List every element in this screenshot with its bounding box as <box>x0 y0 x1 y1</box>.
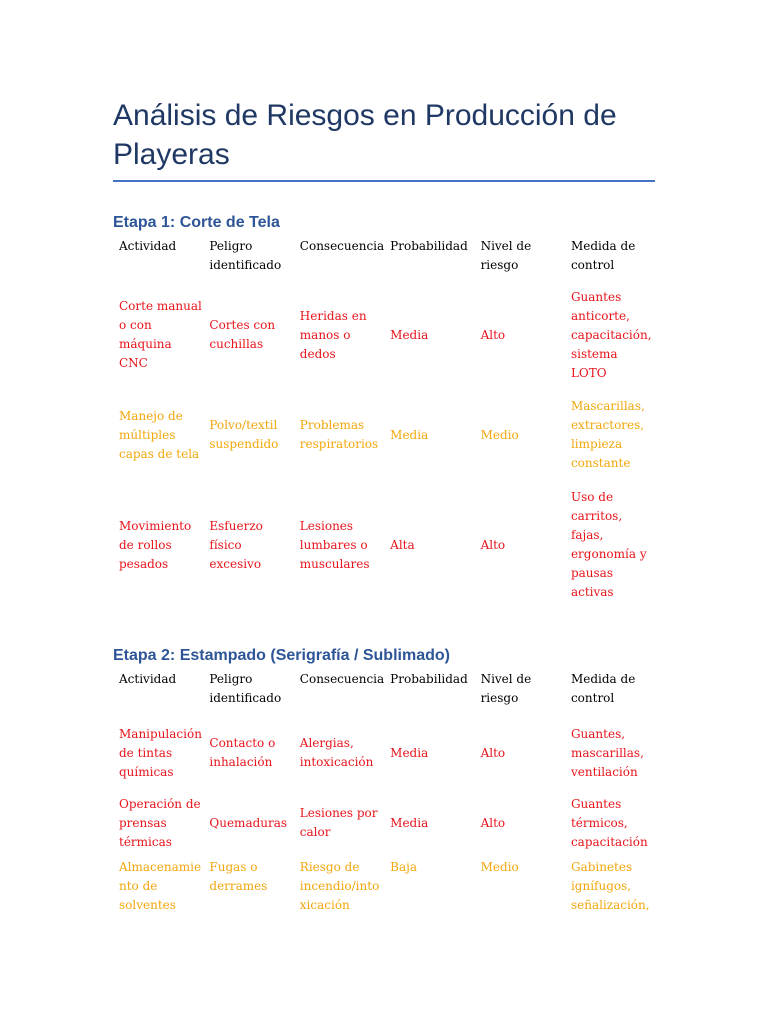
cell-risk-level: Medio <box>480 860 519 874</box>
column-header-hazard: Peligro identificado <box>209 672 282 705</box>
cell-hazard: Contacto o inhalación <box>209 736 276 769</box>
cell-control-measure: Gabinetes ignífugos, señalización, <box>570 860 650 912</box>
table-row <box>113 858 655 924</box>
column-header-activity: Actividad <box>119 239 177 253</box>
cell-activity: Movimiento de rollos pesados <box>119 518 192 571</box>
cell-consequence: Problemas respiratorios <box>299 418 379 451</box>
cell-hazard: Quemaduras <box>209 815 288 830</box>
cell-activity: Manipulación de tintas químicas <box>119 726 202 779</box>
cell-consequence: Alergias, intoxicación <box>299 736 374 769</box>
page-title: Análisis de Riesgos en Producción de Playeras <box>113 99 617 171</box>
table-header-row <box>113 670 655 718</box>
table-header-row <box>113 237 655 285</box>
table-row <box>113 285 655 385</box>
column-header-consequence: Consecuencia <box>299 239 385 253</box>
cell-probability: Baja <box>390 860 418 874</box>
cell-control-measure: Guantes térmicos, capacitación <box>570 796 648 849</box>
cell-hazard: Cortes con cuchillas <box>209 318 276 351</box>
table-row <box>113 485 655 605</box>
table-row <box>113 385 655 485</box>
cell-activity: Operación de prensas térmicas <box>119 796 201 849</box>
cell-hazard: Polvo/textil suspendido <box>209 418 279 451</box>
cell-risk-level: Alto <box>480 815 506 830</box>
risk-table-stage-1 <box>113 237 655 605</box>
column-header-risk-level: Nivel de riesgo <box>480 672 532 705</box>
column-header-control-measure: Medida de control <box>570 239 636 272</box>
cell-consequence: Heridas en manos o dedos <box>299 308 367 361</box>
column-header-risk-level: Nivel de riesgo <box>480 239 532 272</box>
cell-hazard: Esfuerzo físico excesivo <box>209 518 263 571</box>
cell-consequence: Lesiones por calor <box>299 806 378 839</box>
cell-activity: Manejo de múltiples capas de tela <box>119 408 200 461</box>
column-header-consequence: Consecuencia <box>299 672 385 686</box>
title-underline <box>113 180 655 182</box>
cell-control-measure: Uso de carritos, fajas, ergonomía y pausas activas <box>570 490 647 599</box>
cell-probability: Media <box>390 745 429 760</box>
cell-control-measure: Mascarillas, extractores, limpieza constante <box>570 399 645 470</box>
column-header-activity: Actividad <box>119 672 177 686</box>
section-heading-stage-1: Etapa 1: Corte de Tela <box>113 214 280 231</box>
column-header-control-measure: Medida de control <box>570 672 636 705</box>
cell-probability: Alta <box>390 537 415 552</box>
cell-risk-level: Alto <box>480 745 506 760</box>
cell-activity: Almacenamiento de solventes <box>119 860 202 912</box>
cell-risk-level: Medio <box>480 427 519 442</box>
cell-probability: Media <box>390 815 429 830</box>
cell-probability: Media <box>390 427 429 442</box>
cell-risk-level: Alto <box>480 327 506 342</box>
column-header-probability: Probabilidad <box>390 239 468 253</box>
cell-consequence: Lesiones lumbares o musculares <box>299 518 370 571</box>
cell-risk-level: Alto <box>480 537 506 552</box>
cell-hazard: Fugas o derrames <box>209 860 268 893</box>
cell-probability: Media <box>390 327 429 342</box>
table-row <box>113 788 655 858</box>
cell-consequence: Riesgo de incendio/intoxicación <box>299 860 380 912</box>
cell-activity: Corte manual o con máquina CNC <box>119 299 202 370</box>
cell-control-measure: Guantes, mascarillas, ventilación <box>570 726 644 779</box>
column-header-hazard: Peligro identificado <box>209 239 282 272</box>
cell-control-measure: Guantes anticorte, capacitación, sistema LOTO <box>570 289 652 380</box>
section-heading-stage-2: Etapa 2: Estampado (Serigrafía / Sublimado) <box>113 647 450 664</box>
risk-table-stage-2 <box>113 670 655 924</box>
table-row <box>113 718 655 788</box>
column-header-probability: Probabilidad <box>390 672 468 686</box>
